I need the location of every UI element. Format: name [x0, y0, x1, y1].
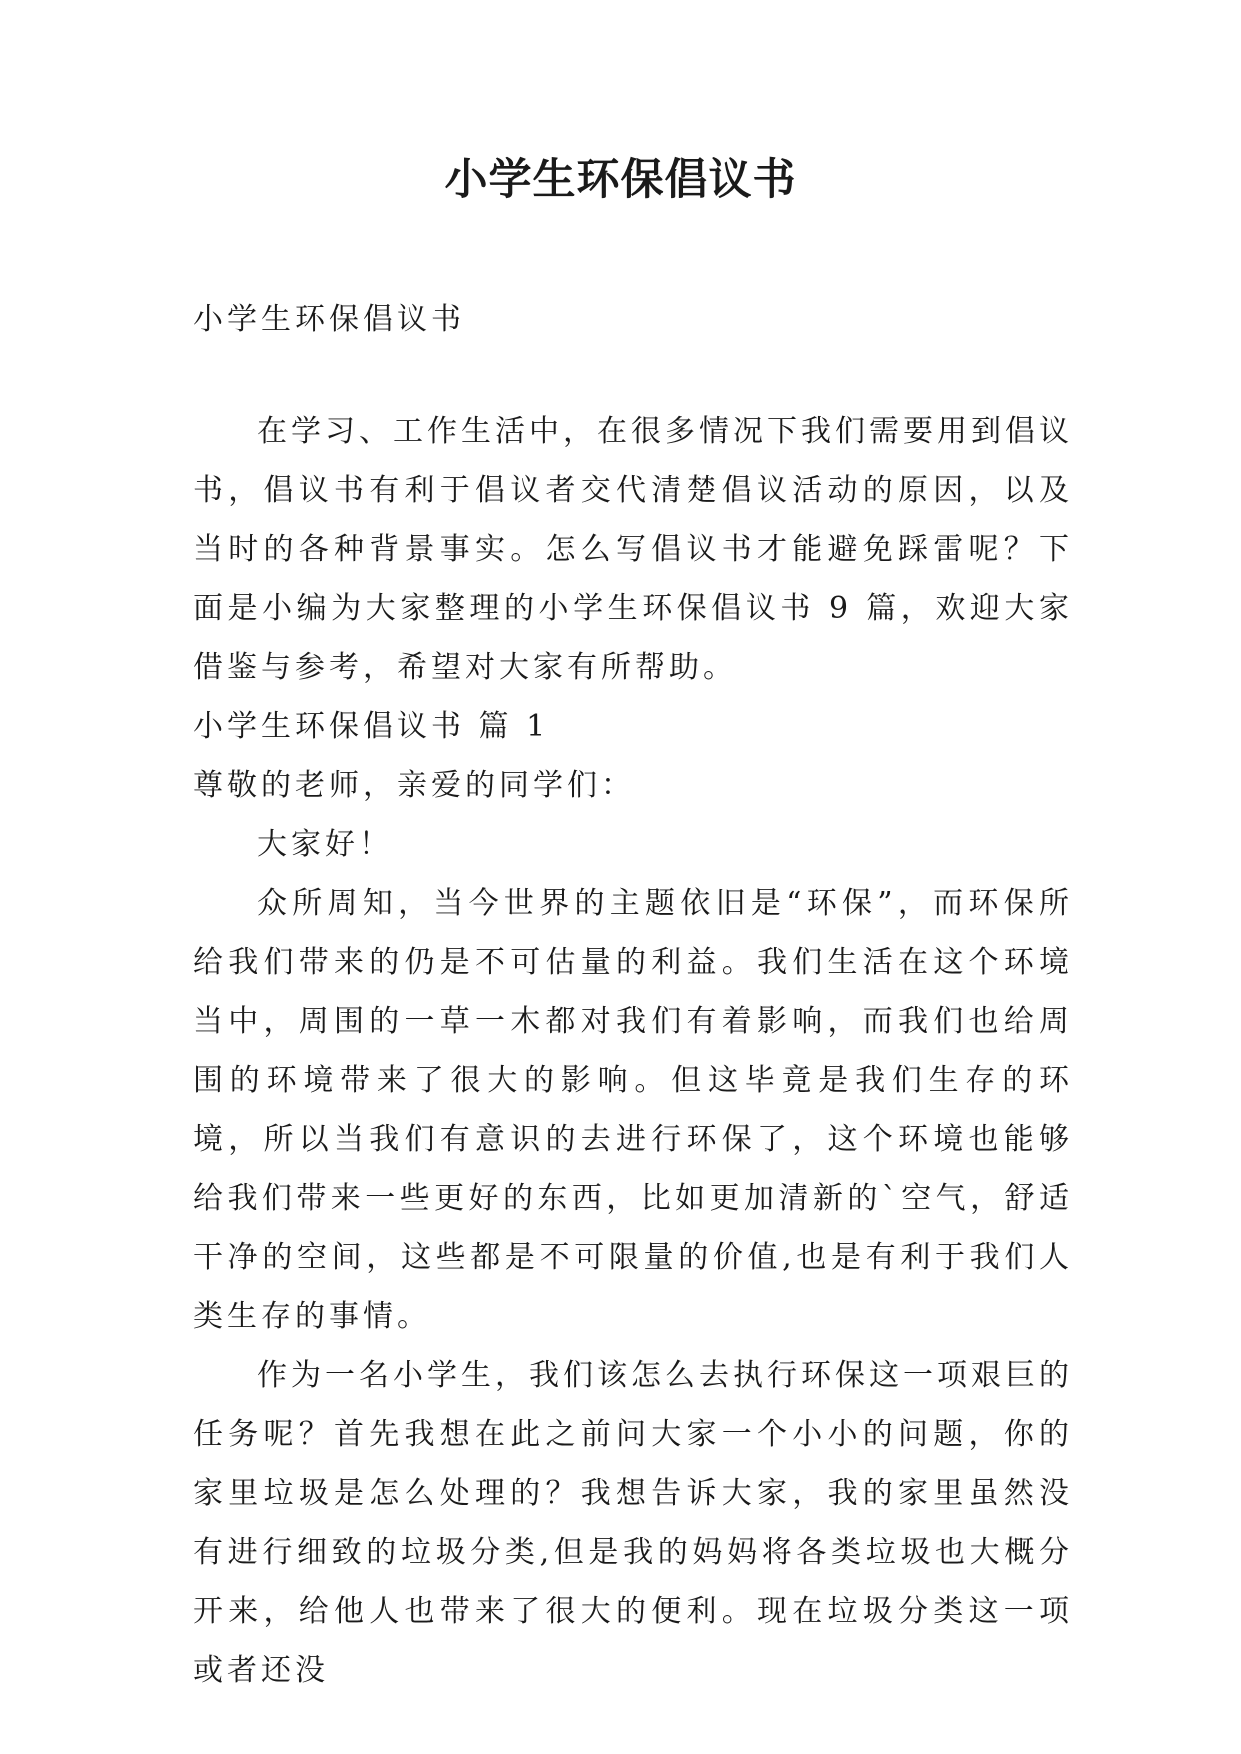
document-body [193, 402, 1073, 1700]
greeting: 大家好！ [257, 827, 393, 862]
document-subtitle: 小学生环保倡议书 [193, 302, 465, 337]
salutation: 尊敬的老师，亲爱的同学们： [193, 768, 635, 803]
document-title: 小学生环保倡议书 [444, 155, 797, 205]
body-paragraph: 作为一名小学生，我们该怎么去执行环保这一项艰巨的任务呢？首先我想在此之前问大家一个小小的问题，你的家里垃圾是怎么处理的？我想告诉大家，我的家里虽然没有进行细致的垃圾分类,但是我的妈妈将各类垃圾也大概分开来，给他人也带来了很大的便利。现在垃圾分类这一项或者还没 [193, 1358, 1073, 1688]
intro-paragraph: 在学习、工作生活中，在很多情况下我们需要用到倡议书，倡议书有利于倡议者交代清楚倡议活动的原因，以及当时的各种背景事实。怎么写倡议书才能避免踩雷呢？下面是小编为大家整理的小学生环保倡议书 9 篇，欢迎大家借鉴与参考，希望对大家有所帮助。 [193, 414, 1073, 685]
body-paragraph: 众所周知，当今世界的主题依旧是“环保”，而环保所给我们带来的仍是不可估量的利益。我们生活在这个环境当中，周围的一草一木都对我们有着影响，而我们也给周围的环境带来了很大的影响。但这毕竟是我们生存的环境，所以当我们有意识的去进行环保了，这个环境也能够给我们带来一些更好的东西，比如更加清新的`空气，舒适干净的空间，这些都是不可限量的价值,也是有利于我们人类生存的事情。 [193, 886, 1073, 1334]
section-heading: 小学生环保倡议书 篇 1 [193, 709, 550, 744]
